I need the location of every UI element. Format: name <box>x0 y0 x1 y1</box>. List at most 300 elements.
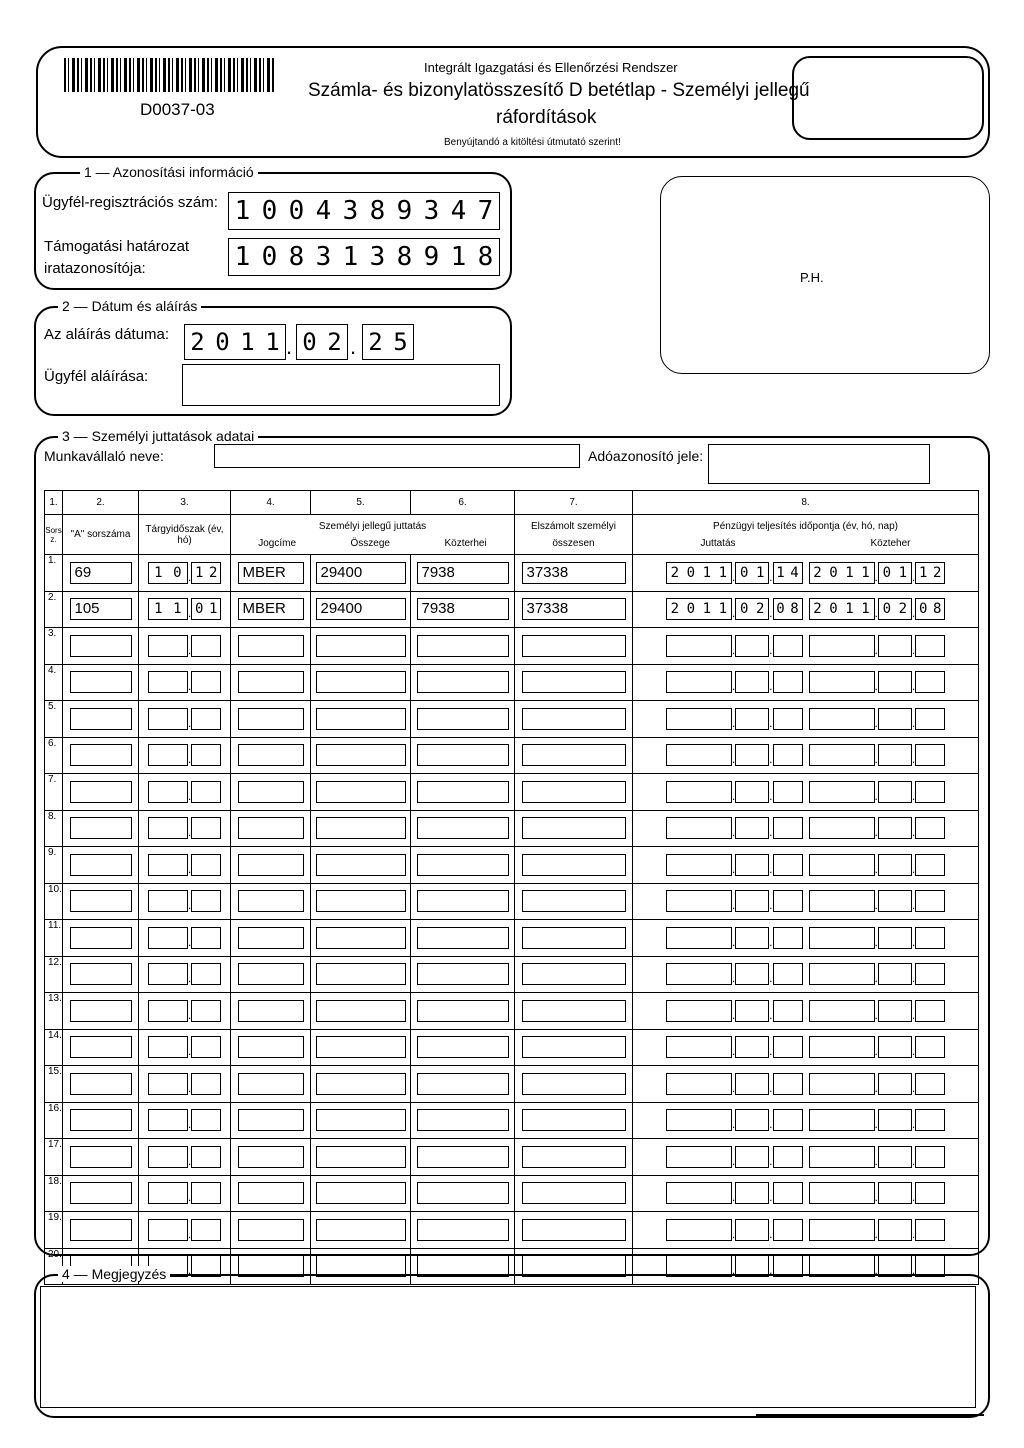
tax-month-field[interactable] <box>878 1000 912 1022</box>
payment-day-field[interactable] <box>773 635 803 657</box>
tax-day-field[interactable] <box>915 598 945 620</box>
table-row <box>45 847 979 884</box>
tax-year-field[interactable] <box>809 1219 875 1241</box>
period-month-field[interactable] <box>191 562 221 584</box>
digit: 1 <box>450 242 467 272</box>
table-cell <box>139 993 231 1030</box>
payment-month-field[interactable] <box>735 817 769 839</box>
tax-month-field[interactable] <box>878 963 912 985</box>
period-year-field[interactable] <box>148 562 188 584</box>
tax-month-field[interactable] <box>878 1073 912 1095</box>
elszamolt-field[interactable]: 37338 <box>522 562 626 584</box>
period-year-field[interactable] <box>148 854 188 876</box>
tax-year-field[interactable] <box>809 1073 875 1095</box>
kozterh-field[interactable] <box>417 817 509 839</box>
payment-dates <box>633 1000 978 1022</box>
payment-year-field[interactable] <box>666 781 732 803</box>
payment-day-field[interactable] <box>773 1219 803 1241</box>
separator-dot: . <box>731 569 736 584</box>
tax-year-field[interactable] <box>809 854 875 876</box>
period-month-field[interactable] <box>191 635 221 657</box>
payment-year-field[interactable] <box>666 562 732 584</box>
tax-year-field[interactable] <box>809 708 875 730</box>
elszamolt-field[interactable] <box>522 1109 626 1131</box>
elszamolt-field[interactable] <box>522 927 626 949</box>
separator-dot: . <box>187 971 192 986</box>
osszeg-field[interactable]: 29400 <box>316 562 406 584</box>
payment-month-field[interactable] <box>735 1182 769 1204</box>
a-sorszam-field[interactable] <box>70 1109 132 1131</box>
separator-dot: . <box>874 1117 878 1132</box>
kozterh-field[interactable] <box>417 1109 509 1131</box>
osszeg-field[interactable] <box>316 1109 406 1131</box>
tax-month-field[interactable] <box>878 781 912 803</box>
period-month-field[interactable] <box>191 744 221 766</box>
digit: 7 <box>477 196 494 226</box>
period-month-field[interactable] <box>191 598 221 620</box>
separator-dot: . <box>731 825 736 840</box>
period-month-field[interactable] <box>191 1182 221 1204</box>
payment-day-field[interactable] <box>773 890 803 912</box>
period-year-field[interactable] <box>148 890 188 912</box>
payment-month-field[interactable] <box>735 1219 769 1241</box>
jogcim-field[interactable] <box>238 890 304 912</box>
jogcim-field[interactable] <box>238 1219 304 1241</box>
jogcim-field[interactable] <box>238 1036 304 1058</box>
tax-month-field[interactable] <box>878 1036 912 1058</box>
jogcim-field[interactable] <box>238 671 304 693</box>
h-kozteher: Közteher <box>870 537 911 549</box>
tax-year-field[interactable] <box>809 671 875 693</box>
separator-dot: . <box>769 861 773 876</box>
elszamolt-field[interactable] <box>522 817 626 839</box>
period-month-field[interactable] <box>191 708 221 730</box>
period-month-field[interactable] <box>191 1073 221 1095</box>
payment-day-field[interactable] <box>773 1182 803 1204</box>
payment-month-field[interactable] <box>735 708 769 730</box>
separator-dot: . <box>187 1226 192 1241</box>
payment-month-field[interactable] <box>735 927 769 949</box>
kozterh-field[interactable] <box>417 781 509 803</box>
jogcim-field[interactable] <box>238 635 304 657</box>
payment-month-field[interactable] <box>735 744 769 766</box>
a-sorszam-field[interactable] <box>70 1000 132 1022</box>
payment-day-field[interactable] <box>773 744 803 766</box>
tax-id-field[interactable] <box>708 444 930 484</box>
period-year-field[interactable] <box>148 671 188 693</box>
payment-year-field[interactable] <box>666 817 732 839</box>
tax-day-field[interactable] <box>915 1000 945 1022</box>
a-sorszam-field[interactable] <box>70 708 132 730</box>
table-cell <box>515 810 633 847</box>
period-year-field[interactable] <box>148 635 188 657</box>
payment-day-field[interactable] <box>773 671 803 693</box>
tax-year-field[interactable] <box>809 598 875 620</box>
digit: 2 <box>813 564 822 581</box>
a-sorszam-field[interactable] <box>70 890 132 912</box>
date-year-field[interactable] <box>184 324 286 360</box>
kozterh-field[interactable] <box>417 1036 509 1058</box>
period-year-field[interactable] <box>148 598 188 620</box>
a-sorszam-field[interactable] <box>70 1073 132 1095</box>
jogcim-field[interactable]: MBER <box>238 562 304 584</box>
period-year-field[interactable] <box>148 1073 188 1095</box>
tax-year-field[interactable] <box>809 890 875 912</box>
period-year-field[interactable] <box>148 817 188 839</box>
separator-dot: . <box>874 788 878 803</box>
table-cell <box>231 591 311 628</box>
payment-year-field[interactable] <box>666 1219 732 1241</box>
a-sorszam-field[interactable]: 105 <box>70 598 132 620</box>
tax-year-field[interactable] <box>809 1182 875 1204</box>
osszeg-field[interactable] <box>316 708 406 730</box>
a-sorszam-field[interactable] <box>70 1036 132 1058</box>
digit: 0 <box>261 242 278 272</box>
payment-year-field[interactable] <box>666 927 732 949</box>
tax-month-field[interactable] <box>878 744 912 766</box>
tax-year-field[interactable] <box>809 635 875 657</box>
tax-month-field[interactable] <box>878 635 912 657</box>
tax-month-field[interactable] <box>878 1109 912 1131</box>
period-month-field[interactable] <box>191 817 221 839</box>
elszamolt-field[interactable] <box>522 1073 626 1095</box>
kozterh-field[interactable] <box>417 1073 509 1095</box>
tax-year-field[interactable] <box>809 963 875 985</box>
period-year-field[interactable] <box>148 1146 188 1168</box>
tax-day-field[interactable] <box>915 927 945 949</box>
table-cell <box>139 664 231 701</box>
a-sorszam-field[interactable] <box>70 671 132 693</box>
tax-day-field[interactable] <box>915 635 945 657</box>
date-day-field[interactable] <box>362 324 414 360</box>
elszamolt-field[interactable] <box>522 963 626 985</box>
period-month-field[interactable] <box>191 1109 221 1131</box>
table-cell <box>311 591 411 628</box>
osszeg-field[interactable] <box>316 671 406 693</box>
payment-month-field[interactable] <box>735 635 769 657</box>
tax-day-field[interactable] <box>915 1036 945 1058</box>
osszeg-field[interactable] <box>316 781 406 803</box>
separator-dot: . <box>731 1080 736 1095</box>
payment-month-field[interactable] <box>735 1109 769 1131</box>
tax-day-field[interactable] <box>915 817 945 839</box>
payment-year-field[interactable] <box>666 1182 732 1204</box>
period-year-field[interactable] <box>148 781 188 803</box>
osszeg-field[interactable] <box>316 817 406 839</box>
payment-year-field[interactable] <box>666 708 732 730</box>
table-cell <box>411 920 515 957</box>
kozterh-field[interactable] <box>417 890 509 912</box>
period-year-field[interactable] <box>148 927 188 949</box>
period-year-field[interactable] <box>148 1182 188 1204</box>
payment-day-field[interactable] <box>773 1073 803 1095</box>
a-sorszam-field[interactable] <box>70 635 132 657</box>
kozterh-field[interactable] <box>417 1219 509 1241</box>
payment-year-field[interactable] <box>666 1036 732 1058</box>
kozterh-field[interactable] <box>417 1000 509 1022</box>
tax-day-field[interactable] <box>915 890 945 912</box>
period-year-field[interactable] <box>148 1000 188 1022</box>
osszeg-field[interactable] <box>316 744 406 766</box>
period-month-field[interactable] <box>191 1036 221 1058</box>
a-sorszam-field[interactable] <box>70 1219 132 1241</box>
payment-day-field[interactable] <box>773 963 803 985</box>
jogcim-field[interactable] <box>238 854 304 876</box>
period-month-field[interactable] <box>191 781 221 803</box>
payment-day-field[interactable] <box>773 708 803 730</box>
elszamolt-field[interactable]: 37338 <box>522 598 626 620</box>
payment-day-field[interactable] <box>773 781 803 803</box>
payment-year-field[interactable] <box>666 1073 732 1095</box>
jogcim-field[interactable] <box>238 1073 304 1095</box>
period-year-field[interactable] <box>148 708 188 730</box>
separator-dot: . <box>911 1226 916 1241</box>
elszamolt-field[interactable] <box>522 854 626 876</box>
period-month-field[interactable] <box>191 1219 221 1241</box>
kozterh-field[interactable] <box>417 671 509 693</box>
a-sorszam-field[interactable] <box>70 854 132 876</box>
a-sorszam-field[interactable] <box>70 744 132 766</box>
jogcim-field[interactable] <box>238 1182 304 1204</box>
payment-year-field[interactable] <box>666 598 732 620</box>
tax-month-field[interactable] <box>878 562 912 584</box>
kozterh-field[interactable] <box>417 854 509 876</box>
payment-month-field[interactable] <box>735 963 769 985</box>
table-cell <box>311 555 411 592</box>
osszeg-field[interactable] <box>316 963 406 985</box>
osszeg-field[interactable] <box>316 854 406 876</box>
office-box[interactable] <box>792 56 984 140</box>
payment-month-field[interactable] <box>735 1146 769 1168</box>
tax-month-field[interactable] <box>878 598 912 620</box>
table-cell <box>63 920 139 957</box>
tax-day-field[interactable] <box>915 963 945 985</box>
tax-year-field[interactable] <box>809 781 875 803</box>
table-cell <box>411 956 515 993</box>
osszeg-field[interactable] <box>316 1000 406 1022</box>
table-cell <box>311 737 411 774</box>
a-sorszam-field[interactable] <box>70 1182 132 1204</box>
period-month-field[interactable] <box>191 671 221 693</box>
a-sorszam-field[interactable] <box>70 817 132 839</box>
payment-month-field[interactable] <box>735 890 769 912</box>
tax-month-field[interactable] <box>878 708 912 730</box>
a-sorszam-field[interactable] <box>70 927 132 949</box>
jogcim-field[interactable] <box>238 1000 304 1022</box>
tax-year-field[interactable] <box>809 1146 875 1168</box>
payment-month-field[interactable] <box>735 854 769 876</box>
tax-month-field[interactable] <box>878 1146 912 1168</box>
kozterh-field[interactable] <box>417 708 509 730</box>
payment-day-field[interactable] <box>773 598 803 620</box>
period-month-field[interactable] <box>191 963 221 985</box>
tax-day-field[interactable] <box>915 562 945 584</box>
jogcim-field[interactable] <box>238 781 304 803</box>
tax-year-field[interactable] <box>809 1109 875 1131</box>
payment-day-field[interactable] <box>773 1109 803 1131</box>
osszeg-field[interactable] <box>316 1219 406 1241</box>
payment-day-field[interactable] <box>773 562 803 584</box>
table-cell <box>633 664 979 701</box>
payment-dates <box>633 671 978 693</box>
tax-day-field[interactable] <box>915 708 945 730</box>
elszamolt-field[interactable] <box>522 635 626 657</box>
payment-day-field[interactable] <box>773 927 803 949</box>
table-cell <box>231 628 311 665</box>
payment-year-field[interactable] <box>666 1000 732 1022</box>
period-year-field[interactable] <box>148 1219 188 1241</box>
period-month-field[interactable] <box>191 890 221 912</box>
tax-day-field[interactable] <box>915 781 945 803</box>
tax-month-field[interactable] <box>878 927 912 949</box>
payment-day-field[interactable] <box>773 1000 803 1022</box>
separator-dot: . <box>769 1080 773 1095</box>
jogcim-field[interactable] <box>238 1146 304 1168</box>
tax-month-field[interactable] <box>878 1182 912 1204</box>
table-cell <box>411 1175 515 1212</box>
a-sorszam-field[interactable] <box>70 1146 132 1168</box>
jogcim-field[interactable] <box>238 963 304 985</box>
tax-month-field[interactable] <box>878 671 912 693</box>
osszeg-field[interactable] <box>316 927 406 949</box>
kozterh-field[interactable] <box>417 1182 509 1204</box>
tax-year-field[interactable] <box>809 1000 875 1022</box>
tax-year-field[interactable] <box>809 817 875 839</box>
osszeg-field[interactable]: 29400 <box>316 598 406 620</box>
kozterh-field[interactable] <box>417 1146 509 1168</box>
separator-dot: . <box>911 679 916 694</box>
tax-day-field[interactable] <box>915 1109 945 1131</box>
tax-day-field[interactable] <box>915 671 945 693</box>
table-cell <box>231 920 311 957</box>
payment-month-field[interactable] <box>735 671 769 693</box>
kozterh-field[interactable] <box>417 635 509 657</box>
separator-dot: . <box>187 1044 192 1059</box>
tax-day-field[interactable] <box>915 1073 945 1095</box>
jogcim-field[interactable] <box>238 708 304 730</box>
jogcim-field[interactable]: MBER <box>238 598 304 620</box>
a-sorszam-field[interactable]: 69 <box>70 562 132 584</box>
period-year-field[interactable] <box>148 963 188 985</box>
payment-day-field[interactable] <box>773 1146 803 1168</box>
elszamolt-field[interactable] <box>522 1000 626 1022</box>
payment-dates <box>633 1036 978 1058</box>
juttatas-table <box>44 490 979 1285</box>
payment-year-field[interactable] <box>666 1109 732 1131</box>
period-year-field[interactable] <box>148 1036 188 1058</box>
payment-year-field[interactable] <box>666 963 732 985</box>
stamp-area[interactable] <box>660 176 990 374</box>
jogcim-field[interactable] <box>238 1109 304 1131</box>
payment-month-field[interactable] <box>735 1073 769 1095</box>
decision-number-field[interactable] <box>228 238 500 276</box>
payment-month-field[interactable] <box>735 1000 769 1022</box>
payment-year-field[interactable] <box>666 671 732 693</box>
tax-day-field[interactable] <box>915 1219 945 1241</box>
payment-month-field[interactable] <box>735 598 769 620</box>
period-month-field[interactable] <box>191 927 221 949</box>
elszamolt-field[interactable] <box>522 890 626 912</box>
jogcim-field[interactable] <box>238 744 304 766</box>
a-sorszam-field[interactable] <box>70 963 132 985</box>
kozterh-field[interactable] <box>417 744 509 766</box>
tax-year-field[interactable] <box>809 562 875 584</box>
elszamolt-field[interactable] <box>522 1036 626 1058</box>
payment-day-field[interactable] <box>773 854 803 876</box>
tax-month-field[interactable] <box>878 890 912 912</box>
elszamolt-field[interactable] <box>522 671 626 693</box>
elszamolt-field[interactable] <box>522 708 626 730</box>
tax-day-field[interactable] <box>915 744 945 766</box>
date-month-field[interactable] <box>296 324 348 360</box>
payment-day-field[interactable] <box>773 817 803 839</box>
osszeg-field[interactable] <box>316 1073 406 1095</box>
elszamolt-field[interactable] <box>522 744 626 766</box>
employee-name-field[interactable] <box>214 444 580 468</box>
table-cell <box>515 555 633 592</box>
elszamolt-field[interactable] <box>522 1219 626 1241</box>
payment-year-field[interactable] <box>666 635 732 657</box>
tax-year-field[interactable] <box>809 744 875 766</box>
osszeg-field[interactable] <box>316 890 406 912</box>
elszamolt-field[interactable] <box>522 781 626 803</box>
tax-year-field[interactable] <box>809 1036 875 1058</box>
payment-dates <box>633 1219 978 1241</box>
kozterh-field[interactable] <box>417 963 509 985</box>
kozterh-field[interactable]: 7938 <box>417 598 509 620</box>
payment-year-field[interactable] <box>666 1146 732 1168</box>
payment-month-field[interactable] <box>735 1036 769 1058</box>
note-field[interactable] <box>40 1286 976 1408</box>
table-cell <box>311 920 411 957</box>
payment-month-field[interactable] <box>735 781 769 803</box>
reg-number-field[interactable] <box>228 192 500 230</box>
tax-day-field[interactable] <box>915 854 945 876</box>
tax-day-field[interactable] <box>915 1146 945 1168</box>
table-cell <box>63 1175 139 1212</box>
tax-year-field[interactable] <box>809 927 875 949</box>
osszeg-field[interactable] <box>316 1182 406 1204</box>
jogcim-field[interactable] <box>238 927 304 949</box>
digit: 1 <box>194 564 204 581</box>
table-cell <box>63 774 139 811</box>
kozterh-field[interactable] <box>417 927 509 949</box>
tax-month-field[interactable] <box>878 1219 912 1241</box>
payment-year-field[interactable] <box>666 890 732 912</box>
osszeg-field[interactable] <box>316 1036 406 1058</box>
period-month-field[interactable] <box>191 1146 221 1168</box>
osszeg-field[interactable] <box>316 635 406 657</box>
jogcim-field[interactable] <box>238 817 304 839</box>
period-month-field[interactable] <box>191 854 221 876</box>
payment-day-field[interactable] <box>773 1036 803 1058</box>
payment-month-field[interactable] <box>735 562 769 584</box>
tax-month-field[interactable] <box>878 854 912 876</box>
payment-year-field[interactable] <box>666 854 732 876</box>
kozterh-field[interactable]: 7938 <box>417 562 509 584</box>
elszamolt-field[interactable] <box>522 1182 626 1204</box>
a-sorszam-field[interactable] <box>70 781 132 803</box>
tax-month-field[interactable] <box>878 817 912 839</box>
period-year-field[interactable] <box>148 744 188 766</box>
payment-year-field[interactable] <box>666 744 732 766</box>
tax-day-field[interactable] <box>915 1182 945 1204</box>
elszamolt-field[interactable] <box>522 1146 626 1168</box>
period-year-field[interactable] <box>148 1109 188 1131</box>
period-month-field[interactable] <box>191 1000 221 1022</box>
osszeg-field[interactable] <box>316 1146 406 1168</box>
signature-field[interactable] <box>182 364 500 406</box>
